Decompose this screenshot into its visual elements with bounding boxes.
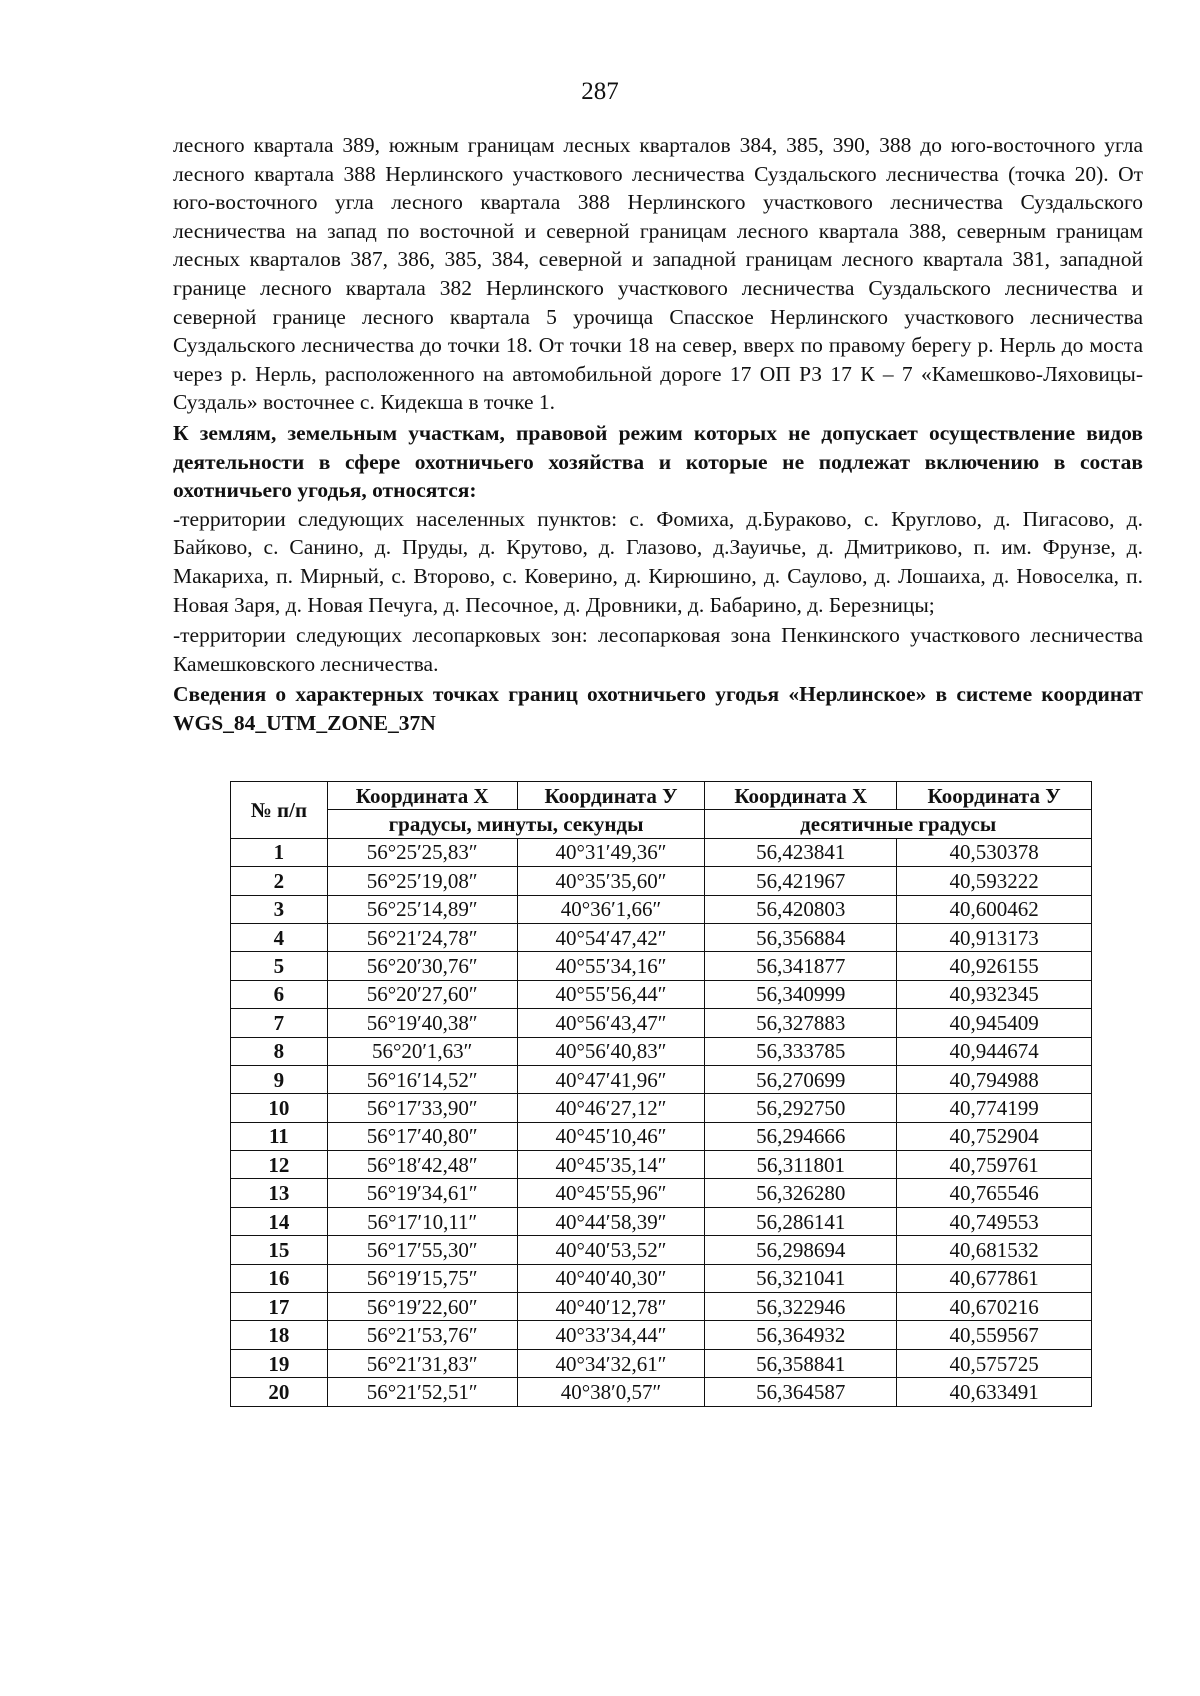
cell-number: 10 (231, 1094, 328, 1122)
cell-y-decimal: 40,670216 (897, 1293, 1092, 1321)
cell-number: 5 (231, 952, 328, 980)
cell-y-dms: 40°45′35,14″ (517, 1151, 705, 1179)
table-row (231, 1236, 1092, 1264)
cell-number: 6 (231, 980, 328, 1008)
cell-y-dms: 40°40′40,30″ (517, 1264, 705, 1292)
cell-x-decimal: 56,341877 (705, 952, 897, 980)
table-row (231, 1293, 1092, 1321)
cell-y-decimal: 40,945409 (897, 1009, 1092, 1037)
cell-x-dms: 56°17′40,80″ (327, 1122, 517, 1150)
table-header-row (231, 782, 1092, 810)
cell-x-dms: 56°19′40,38″ (327, 1009, 517, 1037)
cell-number: 13 (231, 1179, 328, 1207)
table-row (231, 1151, 1092, 1179)
cell-y-dms: 40°56′40,83″ (517, 1037, 705, 1065)
cell-y-decimal: 40,677861 (897, 1264, 1092, 1292)
cell-y-decimal: 40,944674 (897, 1037, 1092, 1065)
cell-y-dms: 40°31′49,36″ (517, 838, 705, 866)
cell-y-decimal: 40,749553 (897, 1207, 1092, 1235)
cell-x-dms: 56°25′25,83″ (327, 838, 517, 866)
table-row (231, 980, 1092, 1008)
coordinates-table (230, 781, 1092, 1407)
cell-y-dms: 40°36′1,66″ (517, 895, 705, 923)
cell-y-dms: 40°54′47,42″ (517, 923, 705, 951)
cell-x-decimal: 56,292750 (705, 1094, 897, 1122)
cell-number: 14 (231, 1207, 328, 1235)
cell-x-dms: 56°17′55,30″ (327, 1236, 517, 1264)
cell-number: 9 (231, 1065, 328, 1093)
table-row (231, 867, 1092, 895)
cell-y-decimal: 40,759761 (897, 1151, 1092, 1179)
cell-y-dms: 40°55′56,44″ (517, 980, 705, 1008)
cell-x-dms: 56°20′27,60″ (327, 980, 517, 1008)
cell-y-dms: 40°56′43,47″ (517, 1009, 705, 1037)
header-coord-y-decimal: Координата У (897, 782, 1092, 810)
cell-x-dms: 56°18′42,48″ (327, 1151, 517, 1179)
cell-x-decimal: 56,286141 (705, 1207, 897, 1235)
cell-y-dms: 40°34′32,61″ (517, 1349, 705, 1377)
cell-y-dms: 40°40′53,52″ (517, 1236, 705, 1264)
cell-x-decimal: 56,322946 (705, 1293, 897, 1321)
cell-y-decimal: 40,681532 (897, 1236, 1092, 1264)
cell-x-decimal: 56,423841 (705, 838, 897, 866)
cell-x-decimal: 56,356884 (705, 923, 897, 951)
cell-y-decimal: 40,559567 (897, 1321, 1092, 1349)
cell-x-decimal: 56,298694 (705, 1236, 897, 1264)
table-row (231, 1349, 1092, 1377)
table-row (231, 1065, 1092, 1093)
cell-y-dms: 40°33′34,44″ (517, 1321, 705, 1349)
table-row (231, 1321, 1092, 1349)
cell-y-decimal: 40,600462 (897, 895, 1092, 923)
cell-number: 17 (231, 1293, 328, 1321)
cell-x-decimal: 56,358841 (705, 1349, 897, 1377)
cell-x-decimal: 56,270699 (705, 1065, 897, 1093)
table-row (231, 923, 1092, 951)
cell-x-dms: 56°20′30,76″ (327, 952, 517, 980)
cell-x-decimal: 56,311801 (705, 1151, 897, 1179)
cell-x-decimal: 56,321041 (705, 1264, 897, 1292)
paragraph-settlements: -территории следующих населенных пунктов: с. Фомиха, д.Бураково, с. Круглово, д. Пигасово, д. Байково, с. Санино, д. Пруды, д. Крутово, д. Глазово, д.Зауичье, д. Дмитриково, п. им. Фрунзе, д. Макариха, п. Мирный, с. Второво, с. Коверино, д. Кирюшино, д. Саулово, д. Лошаиха, д. Новоселка, п. Новая Заря, д. Новая Печуга, д. Песочное, д. Дровники, д. Бабарино, д. Березницы; (173, 506, 1143, 617)
cell-number: 8 (231, 1037, 328, 1065)
heading-coordinates: Сведения о характерных точках границ охотничьего угодья «Нерлинское» в системе координат WGS_84_UTM_ZONE_37N (173, 682, 1143, 735)
header-dms-label: градусы, минуты, секунды (327, 810, 705, 838)
cell-x-decimal: 56,333785 (705, 1037, 897, 1065)
cell-number: 7 (231, 1009, 328, 1037)
document-body (173, 131, 1143, 737)
cell-x-dms: 56°21′31,83″ (327, 1349, 517, 1377)
cell-x-dms: 56°21′52,51″ (327, 1378, 517, 1406)
header-num: № п/п (231, 782, 328, 839)
table-row (231, 1037, 1092, 1065)
cell-number: 15 (231, 1236, 328, 1264)
cell-x-dms: 56°17′10,11″ (327, 1207, 517, 1235)
cell-x-dms: 56°21′24,78″ (327, 923, 517, 951)
paragraph-boundary-description: лесного квартала 389, южным границам лесных кварталов 384, 385, 390, 388 до юго-восточного угла лесного квартала 388 Нерлинского участкового лесничества Суздальского лесничества (точка 20). От юго-восточного угла лесного квартала 388 Нерлинского участкового лесничества Суздальского лесничества на запад по восточной и северной границам лесного квартала 388, северным границам лесных кварталов 387, 386, 385, 384, северной и западной границам лесного квартала 381, западной границе лесного квартала 382 Нерлинского участкового лесничества Суздальского лесничества и северной границе лесного квартала 5 урочища Спасское Нерлинского участкового лесничества Суздальского лесничества до точки 18. От точки 18 на север, вверх по правому берегу р. Нерль до моста через р. Нерль, расположенного на автомобильной дороге 17 ОП РЗ 17 К – 7 «Камешково-Ляховицы-Суздаль» восточнее с. Кидекша в точке 1. (173, 133, 1143, 415)
table-body (231, 838, 1092, 1406)
header-coord-x-decimal: Координата Х (705, 782, 897, 810)
cell-number: 1 (231, 838, 328, 866)
cell-x-decimal: 56,364932 (705, 1321, 897, 1349)
cell-y-decimal: 40,593222 (897, 867, 1092, 895)
heading-excluded-lands: К землям, земельным участкам, правовой режим которых не допускает осуществление видов деятельности в сфере охотничьего хозяйства и которые не подлежат включению в состав охотничьего угодья, относятся: (173, 420, 1143, 503)
cell-x-dms: 56°17′33,90″ (327, 1094, 517, 1122)
header-coord-y: Координата У (517, 782, 705, 810)
cell-y-decimal: 40,913173 (897, 923, 1092, 951)
cell-y-decimal: 40,774199 (897, 1094, 1092, 1122)
cell-x-decimal: 56,326280 (705, 1179, 897, 1207)
cell-x-dms: 56°25′14,89″ (327, 895, 517, 923)
table-row (231, 952, 1092, 980)
cell-number: 4 (231, 923, 328, 951)
cell-x-decimal: 56,421967 (705, 867, 897, 895)
cell-x-dms: 56°21′53,76″ (327, 1321, 517, 1349)
cell-y-decimal: 40,794988 (897, 1065, 1092, 1093)
cell-number: 11 (231, 1122, 328, 1150)
cell-y-decimal: 40,575725 (897, 1349, 1092, 1377)
cell-x-dms: 56°19′22,60″ (327, 1293, 517, 1321)
cell-number: 3 (231, 895, 328, 923)
table-row (231, 895, 1092, 923)
cell-x-dms: 56°19′34,61″ (327, 1179, 517, 1207)
cell-y-decimal: 40,932345 (897, 980, 1092, 1008)
cell-number: 2 (231, 867, 328, 895)
cell-y-dms: 40°55′34,16″ (517, 952, 705, 980)
cell-y-decimal: 40,765546 (897, 1179, 1092, 1207)
cell-x-dms: 56°19′15,75″ (327, 1264, 517, 1292)
table-row (231, 838, 1092, 866)
cell-y-decimal: 40,530378 (897, 838, 1092, 866)
cell-number: 20 (231, 1378, 328, 1406)
cell-x-decimal: 56,420803 (705, 895, 897, 923)
cell-y-dms: 40°44′58,39″ (517, 1207, 705, 1235)
table-row (231, 1378, 1092, 1406)
header-coord-x: Координата Х (327, 782, 517, 810)
cell-x-dms: 56°20′1,63″ (327, 1037, 517, 1065)
cell-number: 12 (231, 1151, 328, 1179)
cell-y-dms: 40°38′0,57″ (517, 1378, 705, 1406)
cell-x-dms: 56°16′14,52″ (327, 1065, 517, 1093)
cell-x-decimal: 56,340999 (705, 980, 897, 1008)
table-row (231, 1009, 1092, 1037)
cell-y-decimal: 40,752904 (897, 1122, 1092, 1150)
cell-number: 16 (231, 1264, 328, 1292)
paragraph-forest-park-zones: -территории следующих лесопарковых зон: лесопарковая зона Пенкинского участкового лесничества Камешковского лесничества. (173, 623, 1143, 676)
table-row (231, 1264, 1092, 1292)
page-number: 287 (581, 78, 619, 105)
table-subheader-row (231, 810, 1092, 838)
cell-y-dms: 40°40′12,78″ (517, 1293, 705, 1321)
cell-number: 18 (231, 1321, 328, 1349)
header-decimal-label: десятичные градусы (705, 810, 1092, 838)
cell-x-decimal: 56,364587 (705, 1378, 897, 1406)
cell-y-decimal: 40,926155 (897, 952, 1092, 980)
cell-y-dms: 40°45′55,96″ (517, 1179, 705, 1207)
table-row (231, 1122, 1092, 1150)
table-row (231, 1094, 1092, 1122)
table-row (231, 1207, 1092, 1235)
cell-y-dms: 40°47′41,96″ (517, 1065, 705, 1093)
cell-number: 19 (231, 1349, 328, 1377)
cell-y-dms: 40°46′27,12″ (517, 1094, 705, 1122)
cell-y-dms: 40°45′10,46″ (517, 1122, 705, 1150)
table-row (231, 1179, 1092, 1207)
cell-y-dms: 40°35′35,60″ (517, 867, 705, 895)
cell-x-decimal: 56,294666 (705, 1122, 897, 1150)
cell-x-decimal: 56,327883 (705, 1009, 897, 1037)
cell-x-dms: 56°25′19,08″ (327, 867, 517, 895)
cell-y-decimal: 40,633491 (897, 1378, 1092, 1406)
